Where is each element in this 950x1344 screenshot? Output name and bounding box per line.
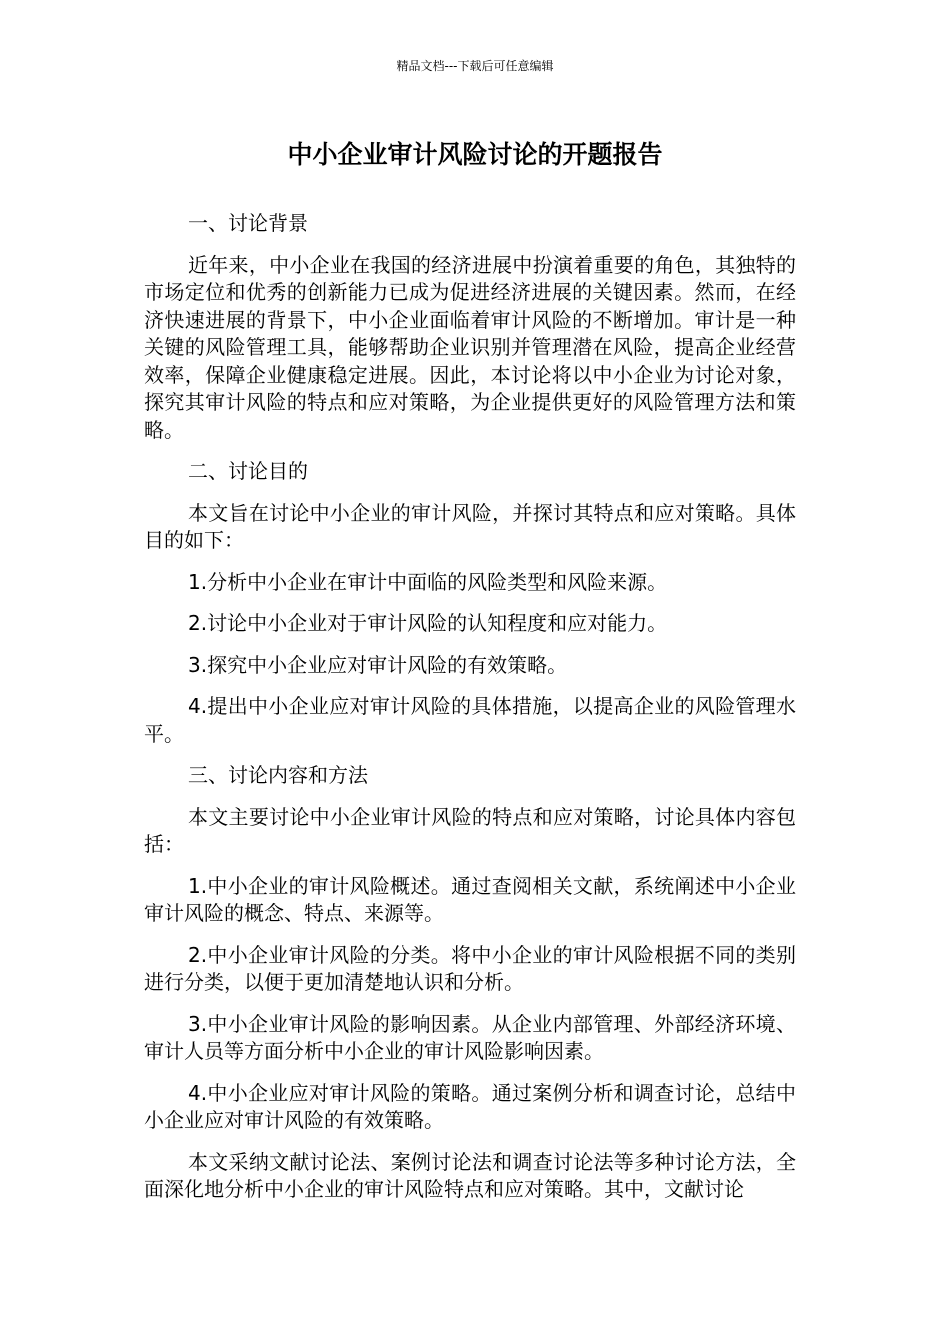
paragraph: 本文主要讨论中小企业审计风险的特点和应对策略，讨论具体内容包括：	[144, 804, 796, 856]
paragraph: 本文旨在讨论中小企业的审计风险，并探讨其特点和应对策略。具体目的如下：	[144, 500, 796, 552]
list-item: 2.中小企业审计风险的分类。将中小企业的审计风险根据不同的类别进行分类，以便于更加清楚地认识和分析。	[144, 942, 796, 994]
section-heading-purpose: 二、讨论目的	[188, 459, 308, 483]
section-heading-content-methods: 三、讨论内容和方法	[188, 763, 368, 787]
list-item: 2.讨论中小企业对于审计风险的认知程度和应对能力。	[188, 611, 668, 635]
list-item: 1.分析中小企业在审计中面临的风险类型和风险来源。	[188, 569, 668, 594]
list-item: 4.中小企业应对审计风险的策略。通过案例分析和调查讨论，总结中小企业应对审计风险的有效策略。	[144, 1080, 796, 1132]
paragraph: 本文采纳文献讨论法、案例讨论法和调查讨论法等多种讨论方法，全面深化地分析中小企业的审计风险特点和应对策略。其中，文献讨论	[144, 1149, 796, 1201]
section-heading-background: 一、讨论背景	[188, 211, 308, 235]
list-item: 3.中小企业审计风险的影响因素。从企业内部管理、外部经济环境、审计人员等方面分析中小企业的审计风险影响因素。	[144, 1011, 796, 1063]
document-title: 中小企业审计风险讨论的开题报告	[287, 140, 663, 169]
list-item: 1.中小企业的审计风险概述。通过查阅相关文献，系统阐述中小企业审计风险的概念、特点、来源等。	[144, 873, 796, 925]
paragraph: 近年来，中小企业在我国的经济进展中扮演着重要的角色，其独特的市场定位和优秀的创新能力已成为促进经济进展的关键因素。然而，在经济快速进展的背景下，中小企业面临着审计风险的不断增加。审计是一种关键的风险管理工具，能够帮助企业识别并管理潜在风险，提高企业经营效率，保障企业健康稳定进展。因此，本讨论将以中小企业为讨论对象，探究其审计风险的特点和应对策略，为企业提供更好的风险管理方法和策略。	[144, 252, 796, 442]
page-header: 精品文档---下载后可任意编辑	[396, 59, 554, 73]
document-body	[144, 210, 796, 1204]
list-item: 3.探究中小企业应对审计风险的有效策略。	[188, 652, 568, 677]
list-item: 4.提出中小企业应对审计风险的具体措施，以提高企业的风险管理水平。	[144, 694, 796, 746]
